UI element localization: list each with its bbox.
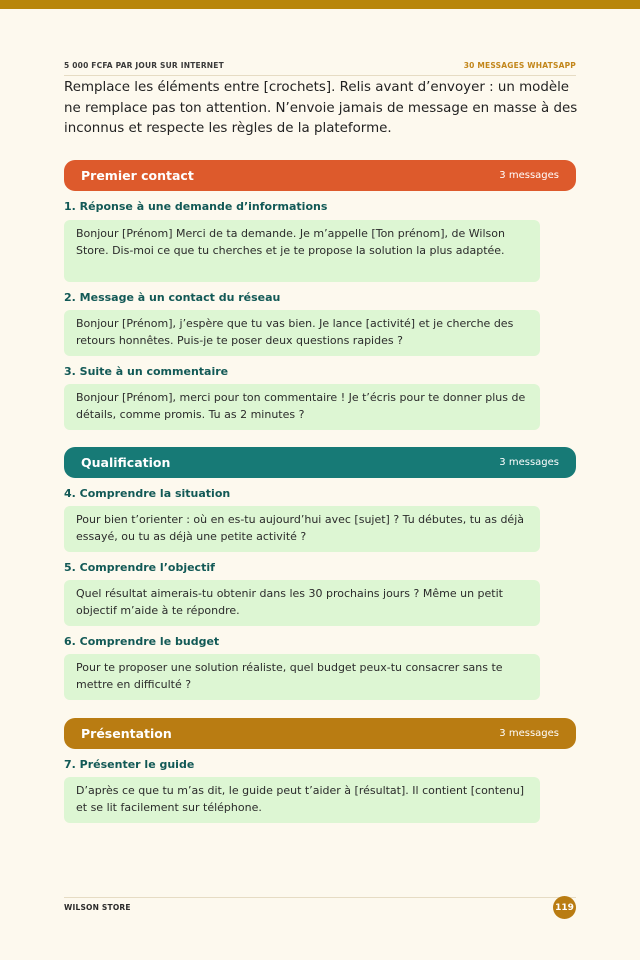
intro-paragraph: Remplace les éléments entre [crochets]. Relis avant d’envoyer : un modèle ne remplace pas ton attention. N’envoie jamais de message en masse à des inconnus et respecte les règles de la plateforme. <box>64 80 578 136</box>
message-title: 6. Comprendre le budget <box>64 635 220 648</box>
section-count: 3 messages <box>499 728 559 739</box>
footer-divider <box>64 897 576 898</box>
footer-brand: WILSON STORE <box>64 903 131 912</box>
message-title: 7. Présenter le guide <box>64 758 195 771</box>
section-band-presentation <box>64 718 576 749</box>
message-bubble: Bonjour [Prénom] Merci de ta demande. Je m’appelle [Ton prénom], de Wilson Store. Dis-moi ce que tu cherches et je te propose la solution la plus adaptée. <box>64 220 540 282</box>
message-bubble: Quel résultat aimerais-tu obtenir dans les 30 prochains jours ? Même un petit objectif m’aide à te répondre. <box>64 580 540 626</box>
section-band-qualification <box>64 447 576 478</box>
header-divider <box>64 75 576 76</box>
page-number-badge: 119 <box>553 896 576 919</box>
message-title: 1. Réponse à une demande d’informations <box>64 200 328 213</box>
message-title: 4. Comprendre la situation <box>64 487 231 500</box>
message-title: 5. Comprendre l’objectif <box>64 561 215 574</box>
message-bubble: D’après ce que tu m’as dit, le guide peut t’aider à [résultat]. Il contient [contenu] et se lit facilement sur téléphone. <box>64 777 540 823</box>
header-book-title: 5 000 FCFA PAR JOUR SUR INTERNET <box>64 61 224 70</box>
message-title: 2. Message à un contact du réseau <box>64 291 281 304</box>
message-title: 3. Suite à un commentaire <box>64 365 229 378</box>
section-band-premier-contact <box>64 160 576 191</box>
section-title: Qualification <box>81 455 171 470</box>
section-count: 3 messages <box>499 457 559 468</box>
running-header <box>64 61 576 70</box>
message-bubble: Pour bien t’orienter : où en es-tu aujourd’hui avec [sujet] ? Tu débutes, tu as déjà essayé, ou tu as déjà une petite activité ? <box>64 506 540 552</box>
section-title: Présentation <box>81 726 172 741</box>
message-bubble: Pour te proposer une solution réaliste, quel budget peux-tu consacrer sans te mettre en difficulté ? <box>64 654 540 700</box>
header-chapter-title: 30 MESSAGES WHATSAPP <box>463 61 576 70</box>
message-bubble: Bonjour [Prénom], merci pour ton commentaire ! Je t’écris pour te donner plus de détails, comme promis. Tu as 2 minutes ? <box>64 384 540 430</box>
section-title: Premier contact <box>81 168 194 183</box>
section-count: 3 messages <box>499 170 559 181</box>
top-accent-bar <box>0 0 640 9</box>
message-bubble: Bonjour [Prénom], j’espère que tu vas bien. Je lance [activité] et je cherche des retours honnêtes. Puis-je te poser deux questions rapides ? <box>64 310 540 356</box>
